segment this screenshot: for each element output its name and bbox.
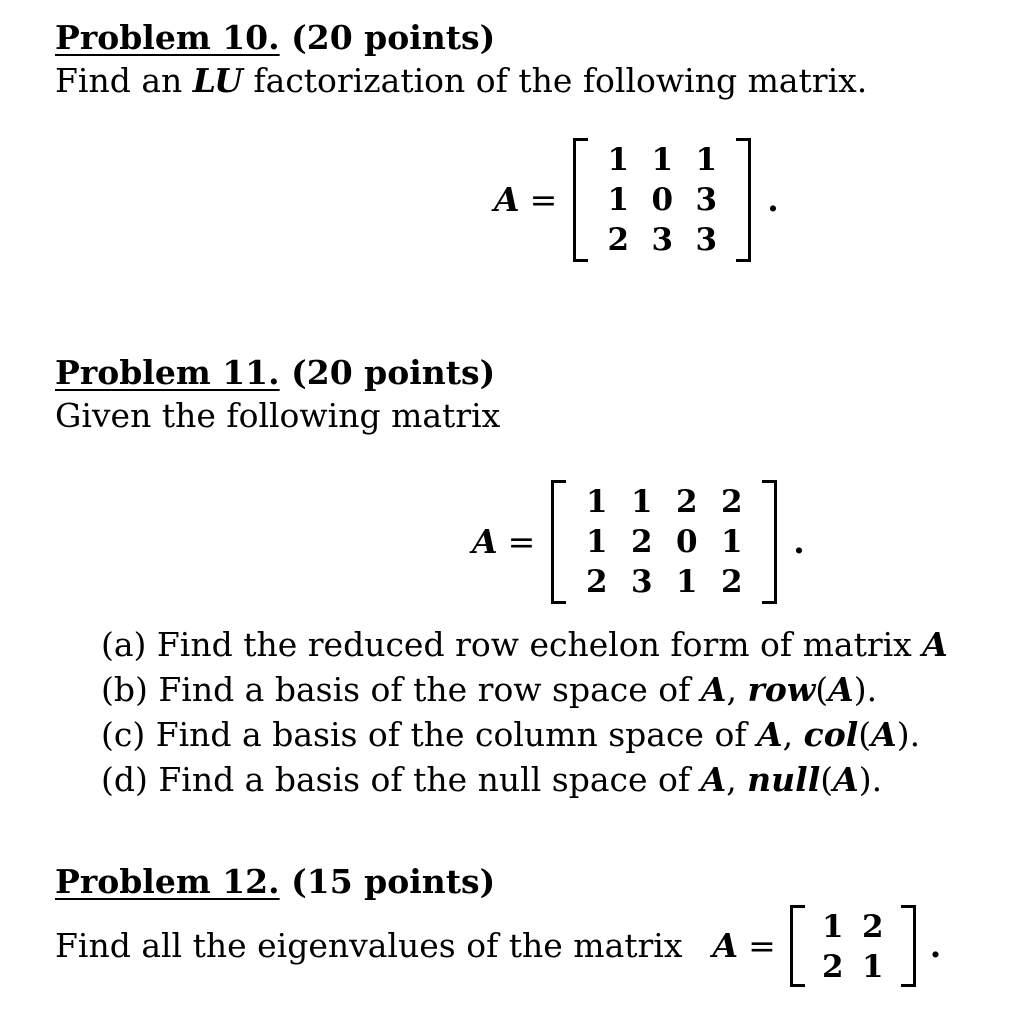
matrix-name: A xyxy=(494,180,520,219)
part-text: (b) Find a basis of the row space of xyxy=(101,670,701,709)
matrix-name: A xyxy=(472,522,498,561)
matrix-cell: 2 xyxy=(861,909,884,945)
matrix-grid xyxy=(588,138,736,262)
period: . xyxy=(793,522,805,561)
problem-11-statement: Given the following matrix xyxy=(55,396,501,435)
equals-sign: = xyxy=(748,926,776,965)
period: . xyxy=(767,180,779,219)
matrix-cell: 0 xyxy=(651,182,674,218)
matrix-cell: 1 xyxy=(607,142,630,178)
paren: ) xyxy=(858,760,872,799)
period: . xyxy=(871,760,883,799)
symbol-a: A xyxy=(828,670,854,709)
matrix-cell: 1 xyxy=(675,564,698,600)
matrix-cell: 2 xyxy=(607,222,630,258)
left-bracket xyxy=(573,138,588,262)
paren: ( xyxy=(815,670,829,709)
matrix-cell: 2 xyxy=(630,524,653,560)
left-bracket xyxy=(551,480,566,604)
symbol-a: A xyxy=(757,715,783,754)
part-text: (c) Find a basis of the column space of xyxy=(101,715,758,754)
statement-text: Find an xyxy=(55,61,193,100)
paren: ( xyxy=(858,715,872,754)
period: . xyxy=(866,670,878,709)
part-d xyxy=(101,757,948,802)
problem-11-label: Problem 11. xyxy=(55,353,280,392)
part-text: (a) Find the reduced row echelon form of matrix xyxy=(101,625,923,664)
matrix-cell: 2 xyxy=(675,484,698,520)
matrix-cell: 1 xyxy=(720,524,743,560)
part-c xyxy=(101,712,948,757)
matrix-a-3x4 xyxy=(551,480,777,604)
right-bracket xyxy=(736,138,751,262)
null-function: null xyxy=(747,760,821,799)
matrix-cell: 1 xyxy=(651,142,674,178)
right-bracket xyxy=(762,480,777,604)
statement-text: factorization of the following matrix. xyxy=(242,61,868,100)
symbol-a: A xyxy=(700,670,727,709)
problem-12-points: (15 points) xyxy=(291,862,496,901)
statement-text: Find all the eigenvalues of the matrix xyxy=(55,926,683,965)
part-text: (d) Find a basis of the null space of xyxy=(101,760,701,799)
symbol-a: A xyxy=(871,715,897,754)
paren: ) xyxy=(896,715,910,754)
separator: , xyxy=(726,760,748,799)
matrix-cell: 1 xyxy=(630,484,653,520)
matrix-cell: 2 xyxy=(720,484,743,520)
symbol-a: A xyxy=(700,760,727,799)
part-b xyxy=(101,667,948,712)
col-function: col xyxy=(803,715,859,754)
matrix-cell: 2 xyxy=(821,949,844,985)
problem-11-points: (20 points) xyxy=(291,353,496,392)
matrix-grid xyxy=(805,905,901,987)
symbol-a: A xyxy=(922,625,948,664)
matrix-cell: 1 xyxy=(585,524,608,560)
separator: , xyxy=(782,715,804,754)
matrix-name: A xyxy=(712,926,739,965)
matrix-cell: 1 xyxy=(607,182,630,218)
matrix-cell: 3 xyxy=(651,222,674,258)
matrix-a-2x2 xyxy=(790,905,916,987)
matrix-cell: 1 xyxy=(861,949,884,985)
matrix-cell: 1 xyxy=(695,142,718,178)
left-bracket xyxy=(790,905,805,987)
problem-10-equation xyxy=(494,138,779,262)
equals-sign: = xyxy=(529,180,558,219)
period: . xyxy=(929,926,942,965)
period: . xyxy=(909,715,921,754)
matrix-cell: 1 xyxy=(585,484,608,520)
matrix-a-3x3 xyxy=(573,138,751,262)
problem-10-statement xyxy=(55,61,867,101)
matrix-cell: 3 xyxy=(630,564,653,600)
problem-10-heading xyxy=(55,18,495,58)
problem-10-points: (20 points) xyxy=(291,18,496,57)
problem-12-label: Problem 12. xyxy=(55,862,280,901)
paren: ( xyxy=(820,760,834,799)
paren: ) xyxy=(853,670,867,709)
matrix-cell: 2 xyxy=(720,564,743,600)
matrix-grid xyxy=(566,480,762,604)
problem-11-parts xyxy=(101,622,948,802)
problem-10-label: Problem 10. xyxy=(55,18,280,57)
equals-sign: = xyxy=(507,522,536,561)
matrix-cell: 2 xyxy=(585,564,608,600)
right-bracket xyxy=(901,905,916,987)
lu-symbol: LU xyxy=(192,61,243,100)
matrix-cell: 3 xyxy=(695,182,718,218)
row-function: row xyxy=(747,670,816,709)
problem-11-equation xyxy=(472,480,805,604)
matrix-cell: 0 xyxy=(675,524,698,560)
part-a xyxy=(101,622,948,667)
problem-12-statement xyxy=(55,905,941,987)
separator: , xyxy=(726,670,748,709)
problem-11-heading xyxy=(55,353,495,393)
symbol-a: A xyxy=(833,760,859,799)
matrix-cell: 3 xyxy=(695,222,718,258)
matrix-cell: 1 xyxy=(821,909,844,945)
problem-12-heading xyxy=(55,862,495,902)
